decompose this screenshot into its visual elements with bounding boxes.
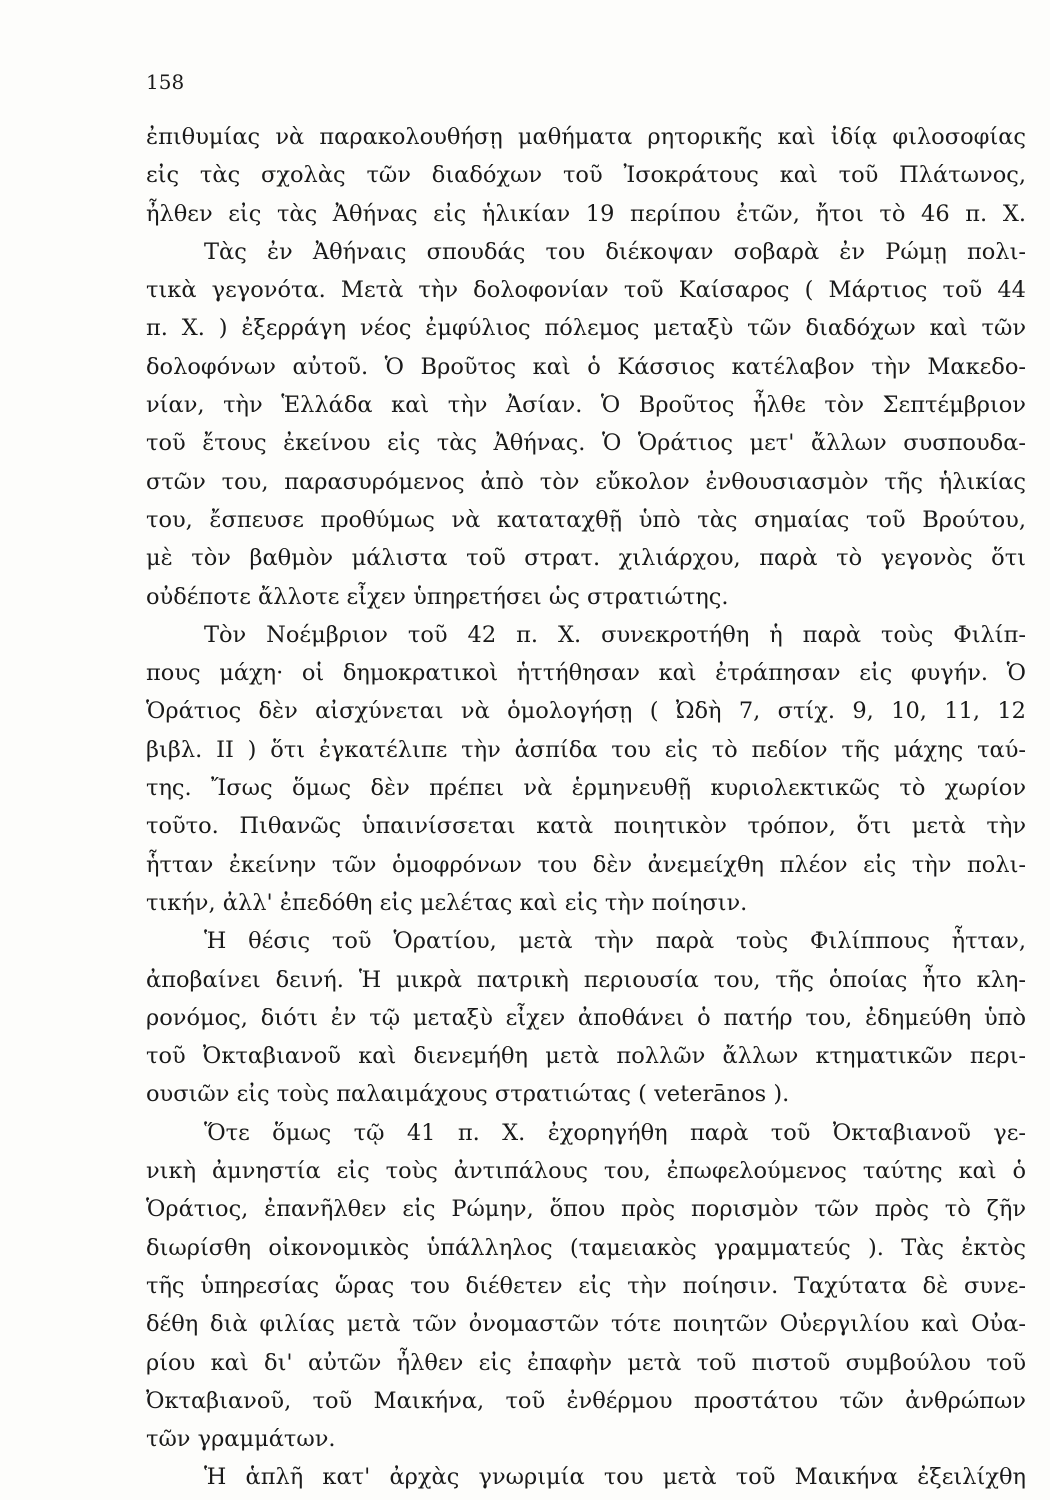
- text-line: Ὁράτιος, ἐπανῆλθεν εἰς Ρώμην, ὅπου πρὸς πορισμὸν τῶν πρὸς τὸ ζῆν: [146, 1196, 1026, 1223]
- text-line: ρονόμος, διότι ἐν τῷ μεταξὺ εἶχεν ἀποθάνει ὁ πατήρ του, ἐδημεύθη ὑπὸ: [146, 1004, 1026, 1031]
- text-line: Ὅτε ὅμως τῷ 41 π. Χ. ἐχορηγήθη παρὰ τοῦ Ὀκταβιανοῦ γε-: [204, 1119, 1026, 1146]
- text-line: ἦλθεν εἰς τὰς Ἀθήνας εἰς ἡλικίαν 19 περίπου ἐτῶν, ἤτοι τὸ 46 π. Χ.: [146, 200, 1026, 227]
- text-line: ἧτταν ἐκείνην τῶν ὁμοφρόνων του δὲν ἀνεμείχθη πλέον εἰς τὴν πολι-: [146, 851, 1026, 878]
- text-line: π. Χ. ) ἐξερράγη νέος ἐμφύλιος πόλεμος μεταξὺ τῶν διαδόχων καὶ τῶν: [146, 315, 1026, 342]
- text-line: τῆς ὑπηρεσίας ὥρας του διέθετεν εἰς τὴν ποίησιν. Ταχύτατα δὲ συνε-: [146, 1272, 1026, 1299]
- page-number: 158: [146, 70, 185, 94]
- text-line: τοῦτο. Πιθανῶς ὑπαινίσσεται κατὰ ποιητικὸν τρόπον, ὅτι μετὰ τὴν: [146, 813, 1026, 840]
- text-line: δέθη διὰ φιλίας μετὰ τῶν ὀνομαστῶν τότε ποιητῶν Οὐεργιλίου καὶ Οὐα-: [146, 1311, 1026, 1338]
- text-line: μὲ τὸν βαθμὸν μάλιστα τοῦ στρατ. χιλιάρχου, παρὰ τὸ γεγονὸς ὅτι: [146, 545, 1026, 572]
- text-line: Τὸν Νοέμβριον τοῦ 42 π. Χ. συνεκροτήθη ἡ παρὰ τοὺς Φιλίπ-: [204, 621, 1026, 648]
- text-line: ρίου καὶ δι' αὐτῶν ἦλθεν εἰς ἐπαφὴν μετὰ τοῦ πιστοῦ συμβούλου τοῦ: [146, 1349, 1026, 1376]
- text-line: ουσιῶν εἰς τοὺς παλαιμάχους στρατιώτας ( veterānos ).: [146, 1081, 790, 1108]
- text-line: ἀποβαίνει δεινή. Ἡ μικρὰ πατρικὴ περιουσία του, τῆς ὁποίας ἦτο κλη-: [146, 966, 1026, 993]
- text-line: τοῦ ἔτους ἐκείνου εἰς τὰς Ἀθήνας. Ὁ Ὁράτιος μετ' ἄλλων συσπουδα-: [146, 430, 1026, 457]
- text-line: τικήν, ἀλλ' ἐπεδόθη εἰς μελέτας καὶ εἰς τὴν ποίησιν.: [146, 889, 748, 916]
- text-line: εἰς τὰς σχολὰς τῶν διαδόχων τοῦ Ἰσοκράτους καὶ τοῦ Πλάτωνος,: [146, 162, 1026, 189]
- text-line: πους μάχη· οἱ δημοκρατικοὶ ἡττήθησαν καὶ ἐτράπησαν εἰς φυγήν. Ὁ: [146, 660, 1026, 687]
- text-line: οὐδέποτε ἄλλοτε εἶχεν ὑπηρετήσει ὡς στρατιώτης.: [146, 583, 729, 610]
- text-line: Ἡ ἁπλῆ κατ' ἀρχὰς γνωριμία του μετὰ τοῦ Μαικήνα ἐξειλίχθη: [204, 1464, 1026, 1491]
- text-line: τῶν γραμμάτων.: [146, 1426, 336, 1453]
- text-line: νίαν, τὴν Ἑλλάδα καὶ τὴν Ἀσίαν. Ὁ Βροῦτος ἦλθε τὸν Σεπτέμβριον: [146, 392, 1026, 419]
- text-line: Ὀκταβιανοῦ, τοῦ Μαικήνα, τοῦ ἐνθέρμου προστάτου τῶν ἀνθρώπων: [146, 1387, 1026, 1414]
- text-line: δολοφόνων αὐτοῦ. Ὁ Βροῦτος καὶ ὁ Κάσσιος κατέλαβον τὴν Μακεδο-: [146, 353, 1026, 380]
- text-line: νικὴ ἀμνηστία εἰς τοὺς ἀντιπάλους του, ἐπωφελούμενος ταύτης καὶ ὁ: [146, 1158, 1026, 1185]
- text-line: Ἡ θέσις τοῦ Ὁρατίου, μετὰ τὴν παρὰ τοὺς Φιλίππους ἧτταν,: [204, 928, 1026, 955]
- text-line: βιβλ. II ) ὅτι ἐγκατέλιπε τὴν ἀσπίδα του εἰς τὸ πεδίον τῆς μάχης ταύ-: [146, 736, 1026, 763]
- text-line: της. Ἴσως ὅμως δὲν πρέπει νὰ ἑρμηνευθῇ κυριολεκτικῶς τὸ χωρίον: [146, 775, 1026, 802]
- text-line: Τὰς ἐν Ἀθήναις σπουδάς του διέκοψαν σοβαρὰ ἐν Ρώμῃ πολι-: [204, 238, 1026, 265]
- text-line: ἐπιθυμίας νὰ παρακολουθήσῃ μαθήματα ρητορικῆς καὶ ἰδίᾳ φιλοσοφίας: [146, 124, 1026, 150]
- text-line: τικὰ γεγονότα. Μετὰ τὴν δολοφονίαν τοῦ Καίσαρος ( Μάρτιος τοῦ 44: [146, 277, 1026, 304]
- text-line: Ὁράτιος δὲν αἰσχύνεται νὰ ὁμολογήσῃ ( Ὠδὴ 7, στίχ. 9, 10, 11, 12: [146, 698, 1026, 725]
- text-line: διωρίσθη οἰκονομικὸς ὑπάλληλος (ταμειακὸς γραμματεύς ). Τὰς ἐκτὸς: [146, 1234, 1026, 1261]
- text-line: του, ἔσπευσε προθύμως νὰ καταταχθῇ ὑπὸ τὰς σημαίας τοῦ Βρούτου,: [146, 506, 1026, 533]
- text-line: τοῦ Ὀκταβιανοῦ καὶ διενεμήθη μετὰ πολλῶν ἄλλων κτηματικῶν περι-: [146, 1043, 1026, 1070]
- body-text: [146, 118, 1026, 1497]
- text-line: στῶν του, παρασυρόμενος ἀπὸ τὸν εὔκολον ἐνθουσιασμὸν τῆς ἡλικίας: [146, 468, 1026, 495]
